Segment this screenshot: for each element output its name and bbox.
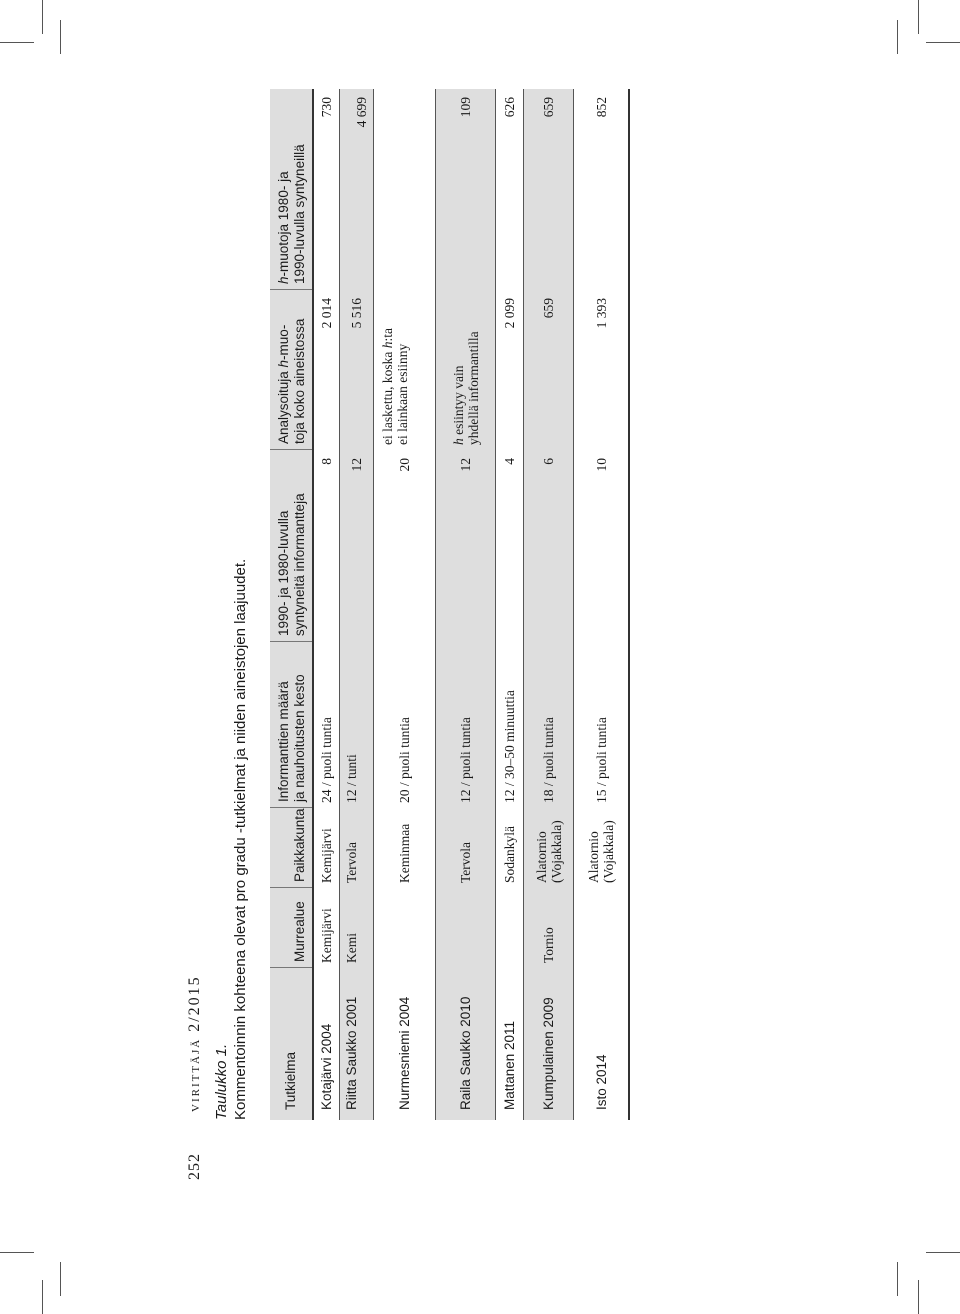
table-cell: 1 393 [593, 298, 609, 329]
crop-mark [897, 1262, 898, 1296]
crop-mark [918, 1280, 919, 1314]
table-cell: Tervola [344, 841, 359, 883]
caption-label: Taulukko 1. [213, 1043, 230, 1120]
table-row [524, 89, 574, 1120]
table-cell: Raila Saukko 2010 [458, 996, 473, 1110]
table-cell: 2 014 [319, 298, 334, 329]
table-cell: Kemijärvi [319, 828, 334, 883]
table-row [574, 89, 630, 1120]
crop-mark [60, 1262, 61, 1296]
analysed-note: ei laskettu, koska h:ta ei lainkaan esiinny [380, 328, 410, 445]
table-cell: 2 099 [502, 298, 517, 329]
crop-mark [926, 42, 960, 43]
table-cell: 730 [319, 97, 334, 118]
table-row [436, 89, 496, 1120]
magazine-name: virittäjä 2/2015 [186, 975, 203, 1112]
crop-mark [897, 20, 898, 54]
table-cell: 12 / 30–50 minuuttia [502, 690, 517, 803]
table-cell: 12 / puoli tuntia [458, 717, 473, 803]
table-cell [574, 888, 628, 968]
crop-mark [918, 0, 919, 34]
table-cell: 852 [593, 97, 609, 118]
table-cell: 24 / puoli tuntia [319, 717, 334, 803]
table-cell: Kemijärvi [319, 908, 334, 963]
table-cell: 18 / puoli tuntia [541, 717, 556, 803]
header-young-informants: 1990- ja 1980-luvulla syntyneitä informantteja [270, 450, 312, 642]
header-study: Tutkielma [283, 1051, 298, 1110]
header-analysed-forms: Analysoituja h-muo- toja koko aineistossa [270, 290, 312, 450]
table-cell: Tervola [458, 841, 473, 883]
header-municipality: Paikkakunta [270, 808, 312, 888]
crop-mark [0, 1252, 34, 1253]
municipality-cell: Alatornio (Vojakkala) [586, 820, 616, 883]
table-row [340, 89, 374, 1120]
caption-text: Kommentoinnin kohteena olevat pro gradu -tutkielmat ja niiden aineistojen laajuudet. [232, 558, 249, 1120]
table-cell [374, 888, 435, 968]
page-folio [180, 880, 210, 1180]
crop-mark [42, 1280, 43, 1314]
table-cell: 4 699 [354, 97, 369, 128]
table-cell: Tornio [541, 927, 556, 963]
table-cell: Mattanen 2011 [502, 1020, 517, 1110]
crop-mark [926, 1252, 960, 1253]
table-cell: Riitta Saukko 2001 [344, 996, 359, 1110]
table-cell: 659 [541, 298, 556, 319]
crop-mark [60, 20, 61, 54]
table-header [270, 89, 314, 1120]
table-cell: 15 / puoli tuntia [593, 717, 609, 803]
table-row [314, 89, 340, 1120]
table-cell: 8 [319, 458, 334, 465]
table-cell [436, 888, 495, 968]
table-cell: 5 516 [349, 298, 364, 329]
header-informants: Informanttien määrä ja nauhoitusten kesto [270, 642, 312, 808]
crop-mark [0, 42, 34, 43]
header-h-forms: h-muotoja 1980- ja 1990-luvulla syntyneillä [270, 89, 312, 290]
table-row [496, 89, 524, 1120]
table-cell: Isto 2014 [593, 1054, 609, 1110]
table-cell: Kemi [344, 933, 359, 963]
table-cell: 6 [541, 458, 556, 465]
rotated-page-content [180, 0, 616, 1180]
crop-mark [42, 0, 43, 34]
table-cell: 20 [397, 458, 412, 472]
table-cell: Nurmesniemi 2004 [397, 996, 412, 1110]
table-cell [374, 89, 435, 290]
table-cell: 12 / tunti [344, 754, 359, 803]
data-table [270, 89, 616, 1120]
table-cell: 12 [458, 458, 473, 472]
page-number: 252 [186, 1153, 203, 1180]
table-cell: Sodankylä [502, 826, 517, 883]
table-cell: 10 [593, 458, 609, 472]
table-cell: 626 [502, 97, 517, 118]
header-dialect: Murrealue [270, 888, 312, 968]
table-cell: 12 [349, 458, 364, 472]
table-cell: Kotajärvi 2004 [319, 1023, 334, 1110]
analysed-note: h esiintyy vain yhdellä informantilla [450, 331, 481, 445]
table-cell [496, 888, 523, 968]
table-cell: 4 [502, 458, 517, 465]
table-caption [212, 220, 250, 1120]
table-row [374, 89, 436, 1120]
table-cell: Keminmaa [397, 823, 412, 883]
table-cell: 109 [458, 97, 473, 118]
table-cell: Kumpulainen 2009 [541, 997, 556, 1110]
municipality-cell: Alatornio (Vojakkala) [533, 820, 564, 883]
table-cell: 20 / puoli tuntia [397, 717, 412, 803]
table-cell: 659 [541, 97, 556, 118]
